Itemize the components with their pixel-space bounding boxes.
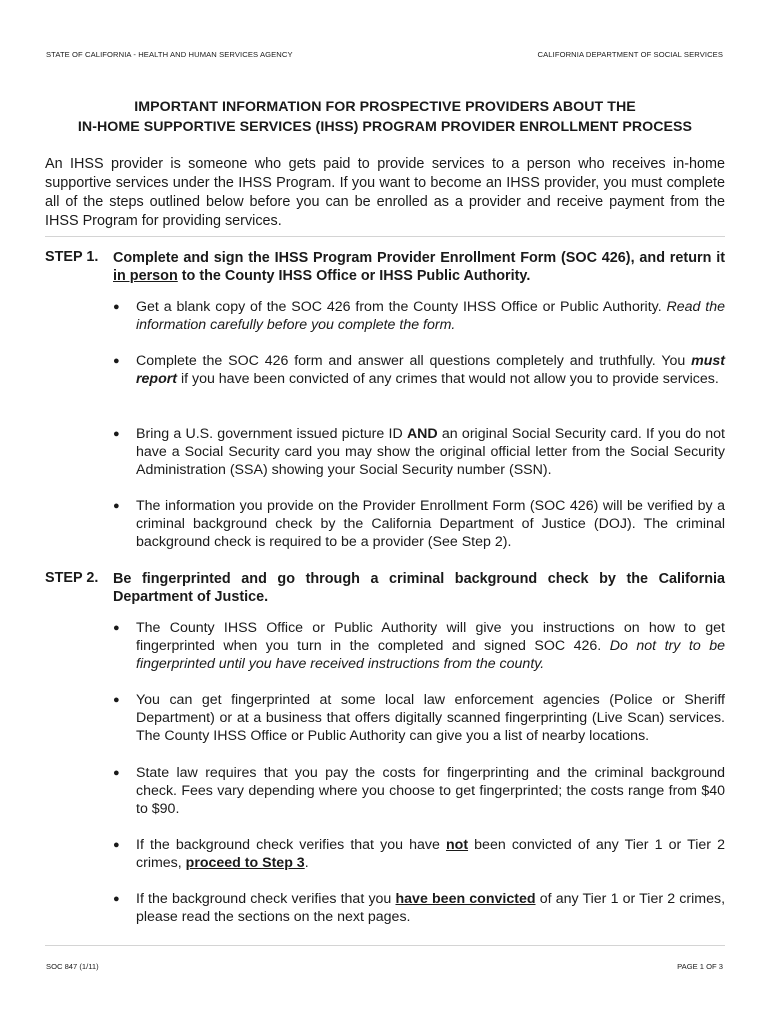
bullet-icon: ● bbox=[113, 622, 120, 634]
list-item: Get a blank copy of the SOC 426 from the County IHSS Office or Public Authority. Read the information carefully before you complete the form. bbox=[136, 299, 725, 333]
list-item: The County IHSS Office or Public Authority will give you instructions on how to get fingerprinted when you turn in the completed and signed SOC 426. Do not try to be fingerprinted until you have received instructions from the county. bbox=[136, 620, 726, 672]
list-item: State law requires that you pay the costs for fingerprinting and the criminal background check. Fees vary depending where you choose to get fingerprinted; the costs range from $40 to $90. bbox=[136, 765, 725, 817]
divider bbox=[45, 236, 725, 237]
agency-name: STATE OF CALIFORNIA - HEALTH AND HUMAN SERVICES AGENCY bbox=[46, 50, 293, 59]
bullet-icon: ● bbox=[113, 694, 120, 706]
list-item: The information you provide on the Provider Enrollment Form (SOC 426) will be verified by a criminal background check by the California Department of Justice (DOJ). The criminal background check is required to be a provider (See Step 2). bbox=[136, 498, 725, 550]
footer-divider bbox=[45, 945, 725, 946]
step-1-label: STEP 1. bbox=[45, 249, 99, 265]
list-item: Bring a U.S. government issued picture ID AND an original Social Security card. If you do not have a Social Security card you may show the original official letter from the Social Security Administration (SSA) showing your Social Security number (SSN). bbox=[136, 426, 725, 478]
bullet-icon: ● bbox=[113, 767, 120, 779]
bullet-icon: ● bbox=[113, 428, 120, 440]
list-item: If the background check verifies that you have been convicted of any Tier 1 or Tier 2 crimes, please read the sections on the next pages. bbox=[136, 891, 726, 925]
document-title-line-2: IN-HOME SUPPORTIVE SERVICES (IHSS) PROGRAM PROVIDER ENROLLMENT PROCESS bbox=[77, 119, 693, 135]
department-name: CALIFORNIA DEPARTMENT OF SOCIAL SERVICES bbox=[537, 50, 723, 59]
intro-paragraph: An IHSS provider is someone who gets paid to provide services to a person who receives in-home supportive services under the IHSS Program. If you want to become an IHSS provider, you must complete all of the steps outlined below before you can be enrolled as a provider and receive payment from the IHSS Program for providing services. bbox=[45, 156, 725, 229]
bullet-icon: ● bbox=[113, 301, 120, 313]
document-title-line-1: IMPORTANT INFORMATION FOR PROSPECTIVE PROVIDERS ABOUT THE bbox=[134, 99, 636, 115]
bullet-icon: ● bbox=[113, 500, 120, 512]
bullet-icon: ● bbox=[113, 893, 120, 905]
bullet-icon: ● bbox=[113, 839, 120, 851]
step-2-label: STEP 2. bbox=[45, 570, 99, 586]
page-number: PAGE 1 OF 3 bbox=[677, 962, 723, 971]
list-item: If the background check verifies that you have not been convicted of any Tier 1 or Tier 2 crimes, proceed to Step 3. bbox=[136, 837, 725, 871]
proceed-to-step-3-link: proceed to Step 3 bbox=[185, 855, 305, 871]
bullet-icon: ● bbox=[113, 355, 120, 367]
step-1-title: Complete and sign the IHSS Program Provider Enrollment Form (SOC 426), and return it in person to the County IHSS Office or IHSS Public Authority. bbox=[113, 250, 725, 284]
form-number: SOC 847 (1/11) bbox=[46, 962, 99, 971]
list-item: You can get fingerprinted at some local law enforcement agencies (Police or Sheriff Department) or at a business that offers digitally scanned fingerprinting (Live Scan) services. The County IHSS Office or Public Authority can give you a list of nearby locations. bbox=[136, 692, 725, 744]
step-2-title: Be fingerprinted and go through a criminal background check by the California Department of Justice. bbox=[113, 571, 725, 605]
list-item: Complete the SOC 426 form and answer all questions completely and truthfully. You must report if you have been convicted of any crimes that would not allow you to provide services. bbox=[136, 353, 725, 387]
